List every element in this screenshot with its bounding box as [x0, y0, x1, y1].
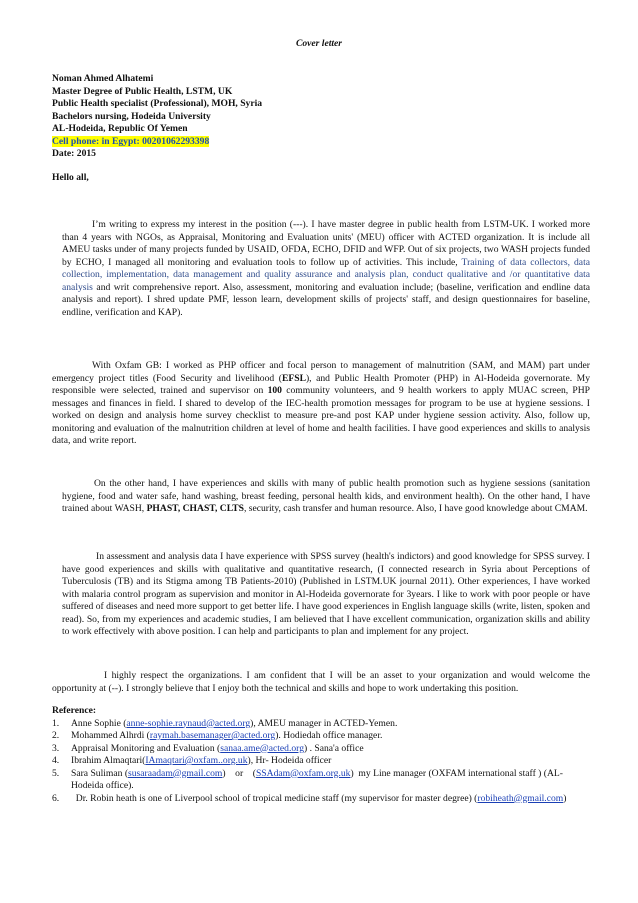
greeting: Hello all, [52, 172, 89, 183]
paragraph-3-text-c: , security, cash transfer and human resource. Also, I have good knowledge about CMAM. [243, 503, 588, 514]
reference-text: Appraisal Monitoring and Evaluation ( [71, 742, 221, 754]
reference-email-link[interactable]: anne-sophie.raynaud@acted.org [126, 717, 251, 729]
reference-text: ), AMEU manager in ACTED-Yemen. [250, 717, 398, 729]
paragraph-1-text-a: I’m writing to express my interest in the position (---). I have master degree in public health from LSTM-UK. I worked more than 4 years with NGOs, as Appraisal, Monitoring and Evaluation units' (MEU) officer with ACTED organization. It is include all AMEU tasks under of many projects funded by USAID, OFDA, ECHO, DFID and WFP. Out of six projects, two WASH projects funded by ECHO, I managed all monitoring and evaluation tools to follow up of activities. This include, [62, 219, 590, 268]
list-number: 6. [52, 792, 60, 804]
sender-phone: Cell phone: in Egypt: 0020106229339​8 [52, 135, 210, 147]
paragraph-5 [52, 670, 590, 695]
list-item [52, 793, 592, 806]
reference-text: ) or ( [222, 767, 256, 779]
reference-text: Ibrahim Almaqtari( [71, 755, 146, 766]
reference-email-link[interactable]: robiheath@gmail.com [477, 792, 564, 804]
list-item [52, 718, 592, 731]
list-number: 4. [52, 755, 60, 766]
reference-text: ) [563, 792, 567, 804]
reference-email-link[interactable]: SSAdam@oxfam.org.uk [255, 767, 351, 779]
list-number: 5. [52, 767, 60, 779]
reference-email-link[interactable]: IAmaqtari@oxfam..org.uk [145, 755, 248, 766]
reference-text: ), Hr- Hodeida officer [247, 755, 332, 766]
paragraph-3 [62, 478, 590, 516]
reference-text: Anne Sophie ( [71, 717, 127, 729]
reference-text: Mohammed Alhrdi ( [71, 730, 150, 741]
sender-name: Noman Ahmed Alhatemi [52, 73, 154, 84]
document-title: Cover letter [295, 38, 343, 49]
paragraph-4: In assessment and analysis data I have experience with SPSS survey (health's indictors) and good knowledge for SPSS survey. I have good experiences and skills with qualitative and quantitative research, (I connected research in Syria about Perceptions of Tuberculosis (TB) and its Stigma among TB Patients-2010) (Published in LSTM.UK journal 2011). Other experiences, I have worked with malaria control program as supervision and monitor in Al-Hodeida governorate for 3years. I like to work with poor people or have suffered of diseases and need more support to get better life. I have good experiences in English language skills (write, listen, spoken and read). So, from my experiences and academic studies, I am believed that I have excellent communication, organization skills and ability to work effectively with above position. I can help and participants to plan and implement for any project. [62, 551, 590, 637]
reference-text: ) my Line manager (OXFAM international staff ) (AL-Hodeida office). [71, 767, 563, 791]
letter-date: Date: 2015 [52, 148, 96, 159]
list-number: 1. [52, 717, 60, 729]
list-item [52, 743, 592, 756]
list-item [52, 755, 592, 768]
paragraph-2-bold-100: 100 [267, 385, 282, 396]
list-number: 2. [52, 730, 60, 741]
reference-text: ) . Sana'a office [304, 742, 364, 754]
reference-email-link[interactable]: sanaa.ame@acted.org [220, 742, 304, 754]
list-item [52, 730, 592, 743]
list-number: 3. [52, 742, 60, 754]
references-section [52, 705, 592, 805]
paragraph-1-text-c: and writ comprehensive report. Also, assessment, monitoring and evaluation include; (baseline, verification and endline data analysis and report). I shred update PMF, lesson learn, development skills of projects' staff, and design questionnaires for baseline, endline, verification and KAP). [62, 281, 590, 318]
list-item [52, 768, 592, 793]
sender-bachelors: Bachelors nursing, Hodeida University [52, 110, 211, 122]
paragraph-2 [52, 360, 590, 448]
reference-text: Dr. Robin heath is one of Liverpool school of tropical medicine staff (my supervisor for master degree) ( [71, 792, 478, 804]
references-heading: Reference: [52, 705, 97, 716]
paragraph-3-text-a: On the other hand, I have experiences and skills with many of public health promotion such as hygiene sessions (sanitation hygiene, food and water safe, hand washing, breast feeding, personal health kids, and environment health). On the other hand, I have trained about WASH, [62, 478, 590, 514]
sender-degree: Master Degree of Public Health, LSTM, UK [52, 85, 233, 97]
paragraph-2-text-a: With Oxfam GB: I worked as PHP officer and focal person to management of malnutrition (SAM, and MAM) part under emergency project titles (Food Security and livelihood ( [52, 360, 590, 384]
paragraph-2-bold-efsl: EFSL [281, 372, 306, 384]
sender-header [52, 73, 262, 161]
reference-text: Sara Suliman ( [71, 767, 129, 779]
reference-email-link[interactable]: susaraadam@gmail.com [128, 767, 223, 779]
sender-position: Public Health specialist (Professional), MOH, Syria [52, 98, 263, 109]
reference-email-link[interactable]: raymah.basemanager@acted.org [149, 730, 276, 741]
paragraph-5-text-a: I highly respect the organizations. I am confident that I will be an asset to your organization and would welcome the opportunity at (--). [52, 670, 590, 694]
paragraph-2-text-e: community volunteers, and 9 health workers to apply MUAC screen, PHP messages and finances in field. I shared to develop of the IEC-health promotion messages for program to be use at hygiene sessions. I worked on design and analysis home survey checklist to measure pre-and post KAP under hygiene session activity. Also, follow up, monitoring and evaluation of the malnutrition children at level of home and health facilities. I have good experiences and skills to analysis data, and write report. [52, 385, 591, 446]
reference-text: ). Hodiedah office manager. [275, 730, 383, 741]
paragraph-1-text-b: Training of data collectors, data collection, implementation, data management and quality assurance and analysis plan, conduct qualitative and /or quantitative data analysis [62, 256, 590, 293]
paragraph-5-text-b: I strongly believe that I enjoy both the technical and skills and hope to work undertaking this position. [126, 682, 519, 694]
paragraph-1 [62, 219, 590, 319]
paragraph-3-bold-methods: PHAST, CHAST, CLTS [146, 503, 244, 514]
paragraph-2-text-c: ), and Public Health Promoter (PHP) in Al-Hodeida governorate. My responsible were selected, trained and supervisor on [52, 372, 590, 396]
sender-location: AL-Hodeida, Republic Of Yemen [52, 123, 188, 134]
